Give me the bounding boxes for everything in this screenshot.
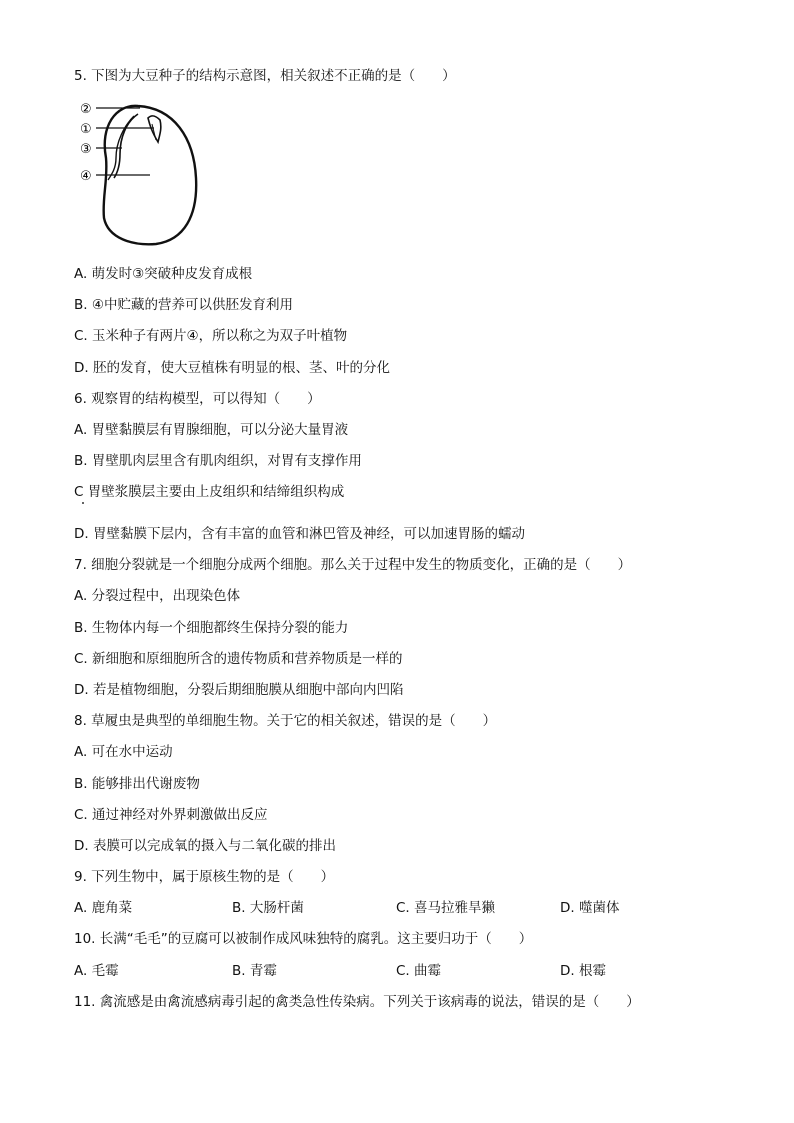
label-1: ① [80,122,92,137]
q11-stem: 11. 禽流感是由禽流感病毒引起的禽类急性传染病。下列关于该病毒的说法，错误的是（ ） [74,994,640,1010]
q9-option-b[interactable]: B. 大肠杆菌 [232,900,304,916]
q7-option-c[interactable]: C. 新细胞和原细胞所含的遗传物质和营养物质是一样的 [74,651,403,667]
q10-options-row [74,962,714,980]
q6-option-c[interactable]: C 胃壁浆膜层主要由上皮组织和结缔组织构成 [74,484,345,500]
label-4: ④ [80,169,92,184]
q8-option-c[interactable]: C. 通过神经对外界刺激做出反应 [74,807,268,823]
q9-option-a[interactable]: A. 鹿角菜 [74,900,133,916]
q5-option-a[interactable]: A. 萌发时③突破种皮发育成根 [74,266,253,282]
q10-option-b[interactable]: B. 青霉 [232,963,277,979]
q5-option-d[interactable]: D. 胚的发育，使大豆植株有明显的根、茎、叶的分化 [74,360,390,376]
stray-dot [82,502,84,504]
q9-option-d[interactable]: D. 噬菌体 [560,900,620,916]
q8-stem: 8. 草履虫是典型的单细胞生物。关于它的相关叙述，错误的是（ ） [74,713,497,729]
q7-option-d[interactable]: D. 若是植物细胞，分裂后期细胞膜从细胞中部向内凹陷 [74,682,404,698]
q9-stem: 9. 下列生物中，属于原核生物的是（ ） [74,869,335,885]
q9-option-c[interactable]: C. 喜马拉雅旱獭 [396,900,496,916]
q8-option-d[interactable]: D. 表膜可以完成氧的摄入与二氧化碳的排出 [74,838,336,854]
q10-stem: 10. 长满“毛毛”的豆腐可以被制作成风味独特的腐乳。这主要归功于（ ） [74,931,533,947]
q6-option-a[interactable]: A. 胃壁黏膜层有胃腺细胞，可以分泌大量胃液 [74,422,349,438]
q10-option-d[interactable]: D. 根霉 [560,963,606,979]
q10-option-a[interactable]: A. 毛霉 [74,963,119,979]
q5-stem: 5. 下图为大豆种子的结构示意图，相关叙述不正确的是（ ） [74,68,456,84]
q7-option-a[interactable]: A. 分裂过程中，出现染色体 [74,588,241,604]
soybean-seed-diagram [76,98,206,248]
q7-option-b[interactable]: B. 生物体内每一个细胞都终生保持分裂的能力 [74,620,349,636]
q7-stem: 7. 细胞分裂就是一个细胞分成两个细胞。那么关于过程中发生的物质变化，正确的是（ ） [74,557,632,573]
label-2: ② [80,102,92,117]
q6-option-b[interactable]: B. 胃壁肌肉层里含有肌肉组织，对胃有支撑作用 [74,453,362,469]
q8-option-a[interactable]: A. 可在水中运动 [74,744,173,760]
q6-stem: 6. 观察胃的结构模型，可以得知（ ） [74,391,321,407]
label-3: ③ [80,142,92,157]
seed-structure-illustration [76,98,206,248]
q5-option-c[interactable]: C. 玉米种子有两片④，所以称之为双子叶植物 [74,328,348,344]
q9-options-row [74,899,714,917]
plumule-shape [148,116,161,142]
q6-option-d[interactable]: D. 胃壁黏膜下层内，含有丰富的血管和淋巴管及神经，可以加速胃肠的蠕动 [74,526,525,542]
q5-option-b[interactable]: B. ④中贮藏的营养可以供胚发育利用 [74,297,293,313]
q8-option-b[interactable]: B. 能够排出代谢废物 [74,776,200,792]
q10-option-c[interactable]: C. 曲霉 [396,963,442,979]
